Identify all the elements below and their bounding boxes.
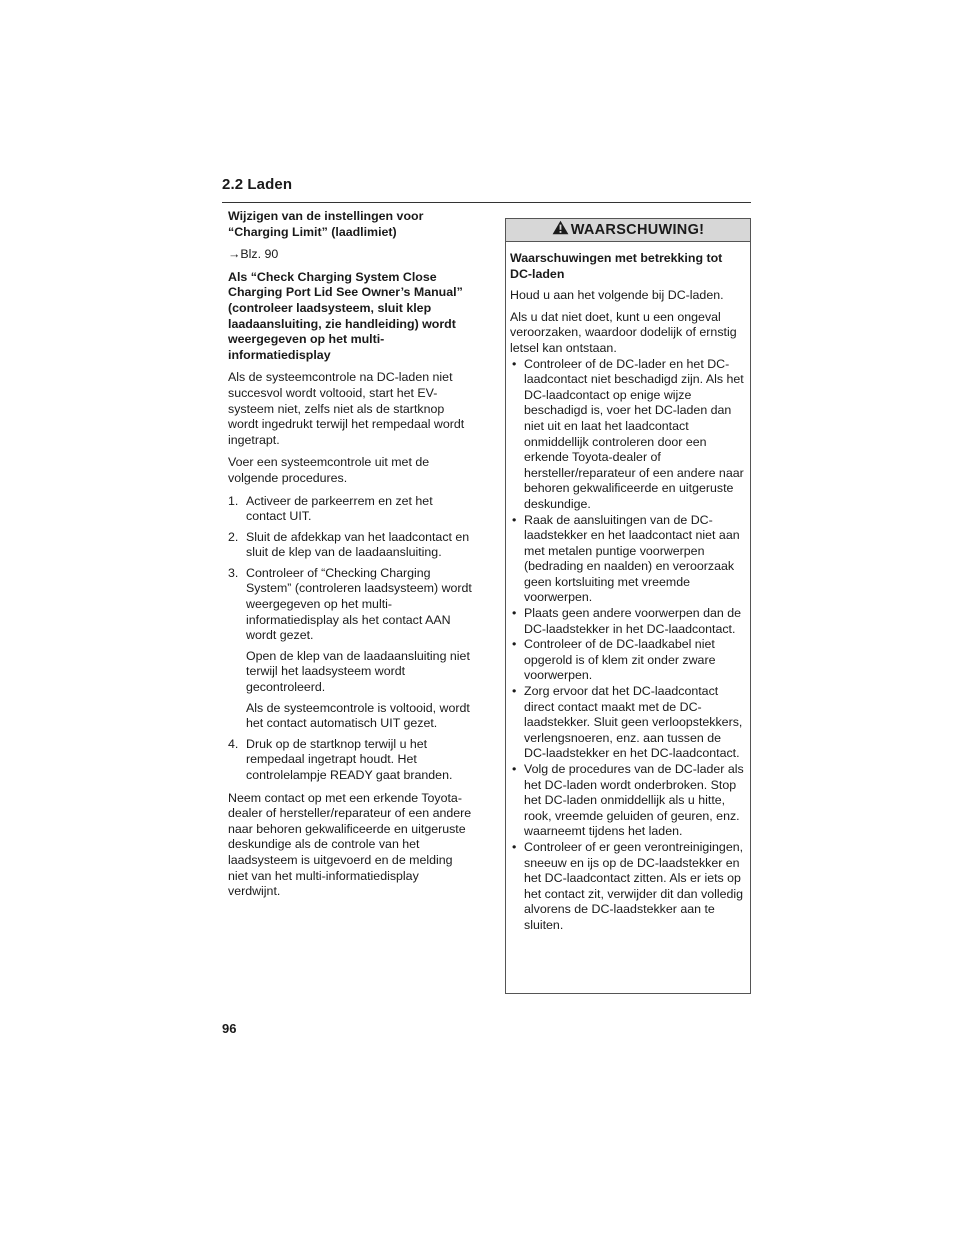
warning-bullet-list — [510, 357, 744, 934]
bullet-icon: • — [512, 839, 517, 854]
step-text: Controleer of “Checking Charging System” (controleren laadsysteem) wordt weergegeven op het multi-informatiedisplay als het contact AAN wordt gezet. — [246, 565, 472, 643]
step-text: Druk op de startknop terwijl u het rempedaal ingetrapt houdt. Het controlelampje READY gaat branden. — [246, 736, 453, 782]
procedure-steps — [228, 494, 474, 784]
warning-bullet — [510, 684, 744, 762]
page-number: 96 — [222, 1021, 237, 1036]
warning-bullet-text: Plaats geen andere voorwerpen dan de DC-laadstekker in het DC-laadcontact. — [524, 606, 741, 636]
warning-box — [505, 218, 751, 994]
warning-bullet — [510, 513, 744, 607]
procedure-step — [228, 566, 474, 732]
step-number: 1. — [228, 493, 239, 508]
section-header — [222, 176, 751, 203]
procedure-step — [228, 737, 474, 784]
warning-heading: Waarschuwingen met betrekking tot DC-laden — [510, 251, 723, 281]
bullet-icon: • — [512, 356, 517, 371]
bullet-icon: • — [512, 606, 517, 621]
procedure-step — [228, 530, 474, 561]
bullet-icon: • — [512, 512, 517, 527]
warning-body — [506, 242, 750, 934]
paragraph-intro: Als de systeemcontrole na DC-laden niet succesvol wordt voltooid, start het EV-systeem niet, zelfs niet als de startknop wordt ingedrukt terwijl het rempedaal wordt ingetrapt. — [228, 370, 465, 447]
step-number: 2. — [228, 529, 239, 544]
step-note: Als de systeemcontrole is voltooid, wordt het contact automatisch UIT gezet. — [246, 700, 470, 731]
warning-bullet-text: Volg de procedures van de DC-lader als het DC-laden wordt onderbroken. Stop het DC-laden onmiddellijk als u hitte, rook, vreemde geluiden of geuren, enz. waarneemt tijdens het laden. — [524, 762, 744, 839]
warning-bullet-text: Zorg ervoor dat het DC-laadcontact direct contact maakt met de DC-laadstekker. Sluit geen verloopstekkers, verlengsnoeren, enz. aan tussen de DC-laadstekker en het DC-laadcontact. — [524, 684, 743, 761]
arrow-icon: → — [228, 247, 241, 262]
bullet-icon: • — [512, 637, 517, 652]
warning-bullet-text: Raak de aansluitingen van de DC-laadstekker en het laadcontact niet aan met metalen puntige voorwerpen (bedrading en naalden) en veroorzaak geen kortsluiting met vreemde voorwerpen. — [524, 512, 740, 605]
page-reference-text: Blz. 90 — [240, 247, 279, 262]
bullet-icon: • — [512, 762, 517, 776]
warning-bullet — [510, 357, 744, 513]
warning-header — [506, 219, 750, 242]
left-column — [228, 209, 474, 907]
page-reference[interactable] — [228, 247, 474, 263]
bullet-icon: • — [512, 684, 517, 699]
warning-triangle-icon — [552, 220, 569, 240]
step-text: Activeer de parkeerrem en zet het contact UIT. — [246, 493, 433, 524]
heading-charging-limit: Wijzigen van de instellingen voor “Charging Limit” (laadlimiet) — [228, 209, 424, 239]
step-note: Open de klep van de laadaansluiting niet terwijl het laadsysteem wordt gecontroleerd. — [246, 648, 470, 695]
warning-intro-2: Als u dat niet doet, kunt u een ongeval veroorzaken, waardoor dodelijk of ernstig letsel kan ontstaan. — [510, 309, 737, 355]
heading-check-charging-system: Als “Check Charging System Close Charging Port Lid See Owner’s Manual” (controleer laadsysteem, sluit klep laadaansluiting, zie handleiding) wordt weergegeven op het multi-informatiedisplay — [228, 269, 463, 362]
warning-bullet — [510, 637, 744, 684]
step-number: 3. — [228, 565, 239, 580]
warning-intro-1: Houd u aan het volgende bij DC-laden. — [510, 288, 724, 303]
warning-bullet — [510, 762, 744, 840]
warning-title: WAARSCHUWING! — [570, 222, 705, 238]
section-title: 2.2 Laden — [222, 176, 293, 193]
warning-bullet-text: Controleer of de DC-laadkabel niet opgerold is of klem zit onder zware voorwerpen. — [524, 637, 716, 683]
paragraph-contact-dealer: Neem contact op met een erkende Toyota-dealer of hersteller/reparateur of een andere naar behoren gekwalificeerde en uitgeruste deskundige als de controle van het laadsysteem is uitgevoerd en de melding niet van het multi-informatiedisplay verdwijnt. — [228, 790, 472, 899]
step-number: 4. — [228, 736, 239, 751]
procedure-step — [228, 494, 474, 525]
step-text: Sluit de afdekkap van het laadcontact en sluit de klep van de laadaansluiting. — [246, 529, 470, 560]
warning-bullet — [510, 606, 744, 637]
warning-bullet — [510, 840, 744, 934]
warning-bullet-text: Controleer of de DC-lader en het DC-laadcontact niet beschadigd zijn. Als het DC-laadcontact op enige wijze beschadigd is, voer het DC-laden dan niet uit en laat het laadcontact onmiddellijk controleren door een erkende Toyota-dealer of hersteller/reparateur of een andere naar behoren gekwalificeerde en uitgeruste deskundige. — [524, 356, 744, 511]
paragraph-procedure: Voer een systeemcontrole uit met de volgende procedures. — [228, 455, 430, 485]
warning-bullet-text: Controleer of er geen verontreinigingen, sneeuw en ijs op de DC-laadstekker en het DC-laadcontact zitten. Als er iets op het contact zit, verwijder dit dan volledig alvorens de DC-laadstekker aan te sluiten. — [524, 839, 744, 932]
